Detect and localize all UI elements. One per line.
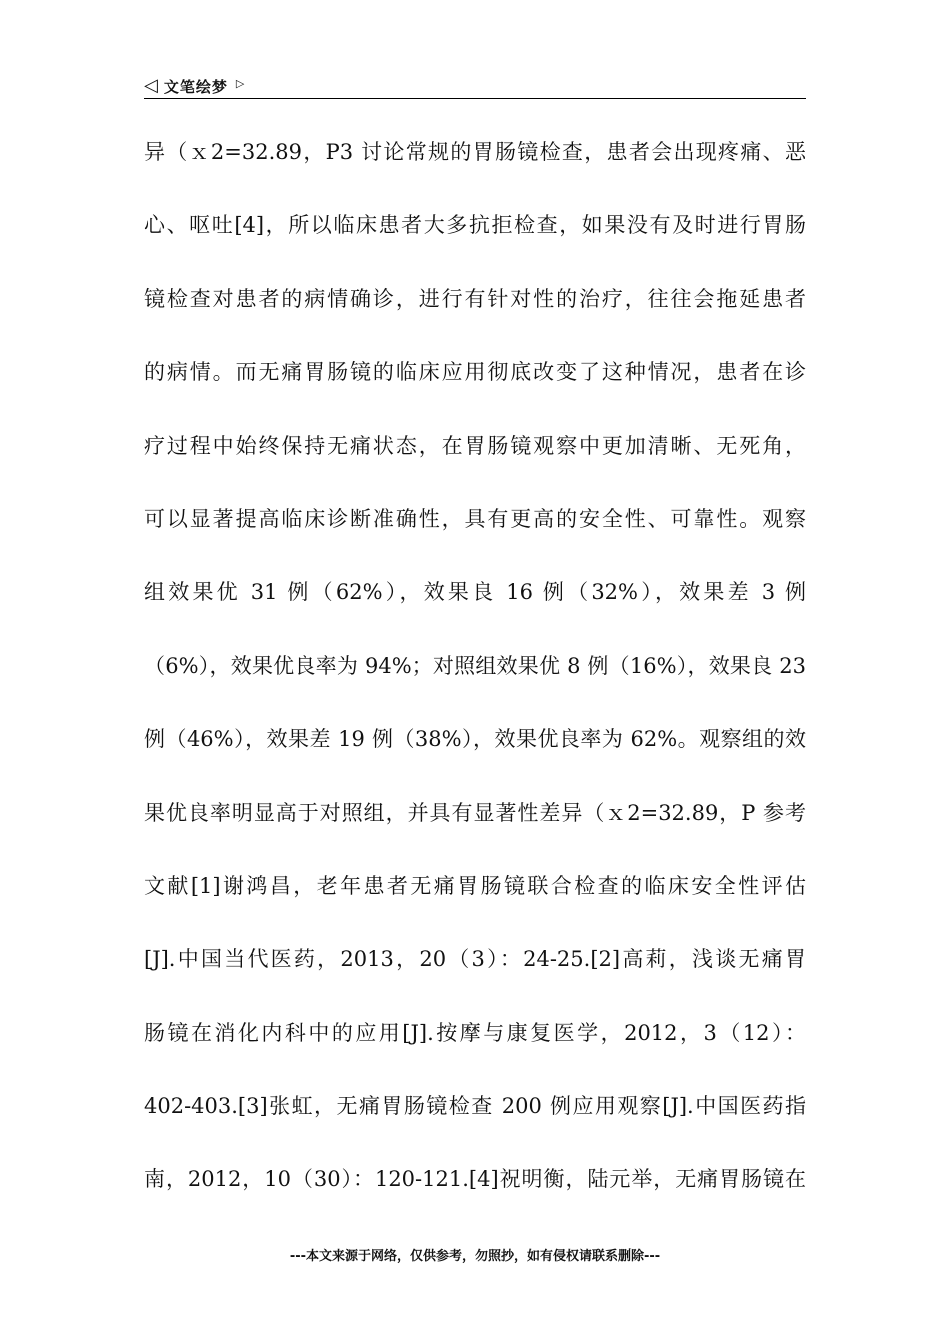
text-line: 镜检查对患者的病情确诊，进行有针对性的治疗，往往会拖延患者: [144, 286, 806, 311]
text-line: 的病情。而无痛胃肠镜的临床应用彻底改变了这种情况，患者在诊: [144, 360, 806, 385]
header-rule: [144, 98, 806, 99]
text-line: 可以显著提高临床诊断准确性，具有更高的安全性、可靠性。观察: [144, 506, 806, 531]
page-footer: ---本文来源于网络，仅供参考，勿照抄，如有侵权请联系删除---: [289, 1249, 661, 1264]
text-line: 例（46%），效果差 19 例（38%），效果优良率为 62%。观察组的效: [144, 727, 806, 752]
header-brand: 文笔绘梦: [163, 77, 228, 96]
text-line: 肠镜在消化内科中的应用[J].按摩与康复医学，2012，3（12）：: [144, 1020, 806, 1045]
triangle-right-icon: ▷: [235, 76, 245, 90]
text-line: （6%），效果优良率为 94%；对照组效果优 8 例（16%），效果良 23: [144, 653, 806, 678]
text-line: 果优良率明显高于对照组，并具有显著性差异（ｘ2=32.89，P 参考: [144, 800, 806, 825]
text-line: 心、呕吐[4]，所以临床患者大多抗拒检查，如果没有及时进行胃肠: [144, 213, 806, 238]
body-text: [144, 116, 806, 1217]
text-line: 异（ｘ2=32.89，P3 讨论常规的胃肠镜检查，患者会出现疼痛、恶: [144, 140, 806, 164]
page-header: [144, 74, 806, 98]
text-line: 文献[1]谢鸿昌，老年患者无痛胃肠镜联合检查的临床安全性评估: [144, 873, 806, 898]
text-line: 402-403.[3]张虹，无痛胃肠镜检查 200 例应用观察[J].中国医药指: [144, 1094, 806, 1119]
triangle-left-icon: ◁: [144, 75, 158, 96]
text-line: 组效果优 31 例（62%），效果良 16 例（32%），效果差 3 例: [144, 580, 806, 605]
text-line: [J].中国当代医药，2013，20（3）：24-25.[2]高莉，浅谈无痛胃: [144, 947, 806, 972]
text-line: 南，2012，10（30）：120-121.[4]祝明衡，陆元举，无痛胃肠镜在: [144, 1167, 806, 1192]
text-line: 疗过程中始终保持无痛状态，在胃肠镜观察中更加清晰、无死角，: [144, 433, 806, 458]
